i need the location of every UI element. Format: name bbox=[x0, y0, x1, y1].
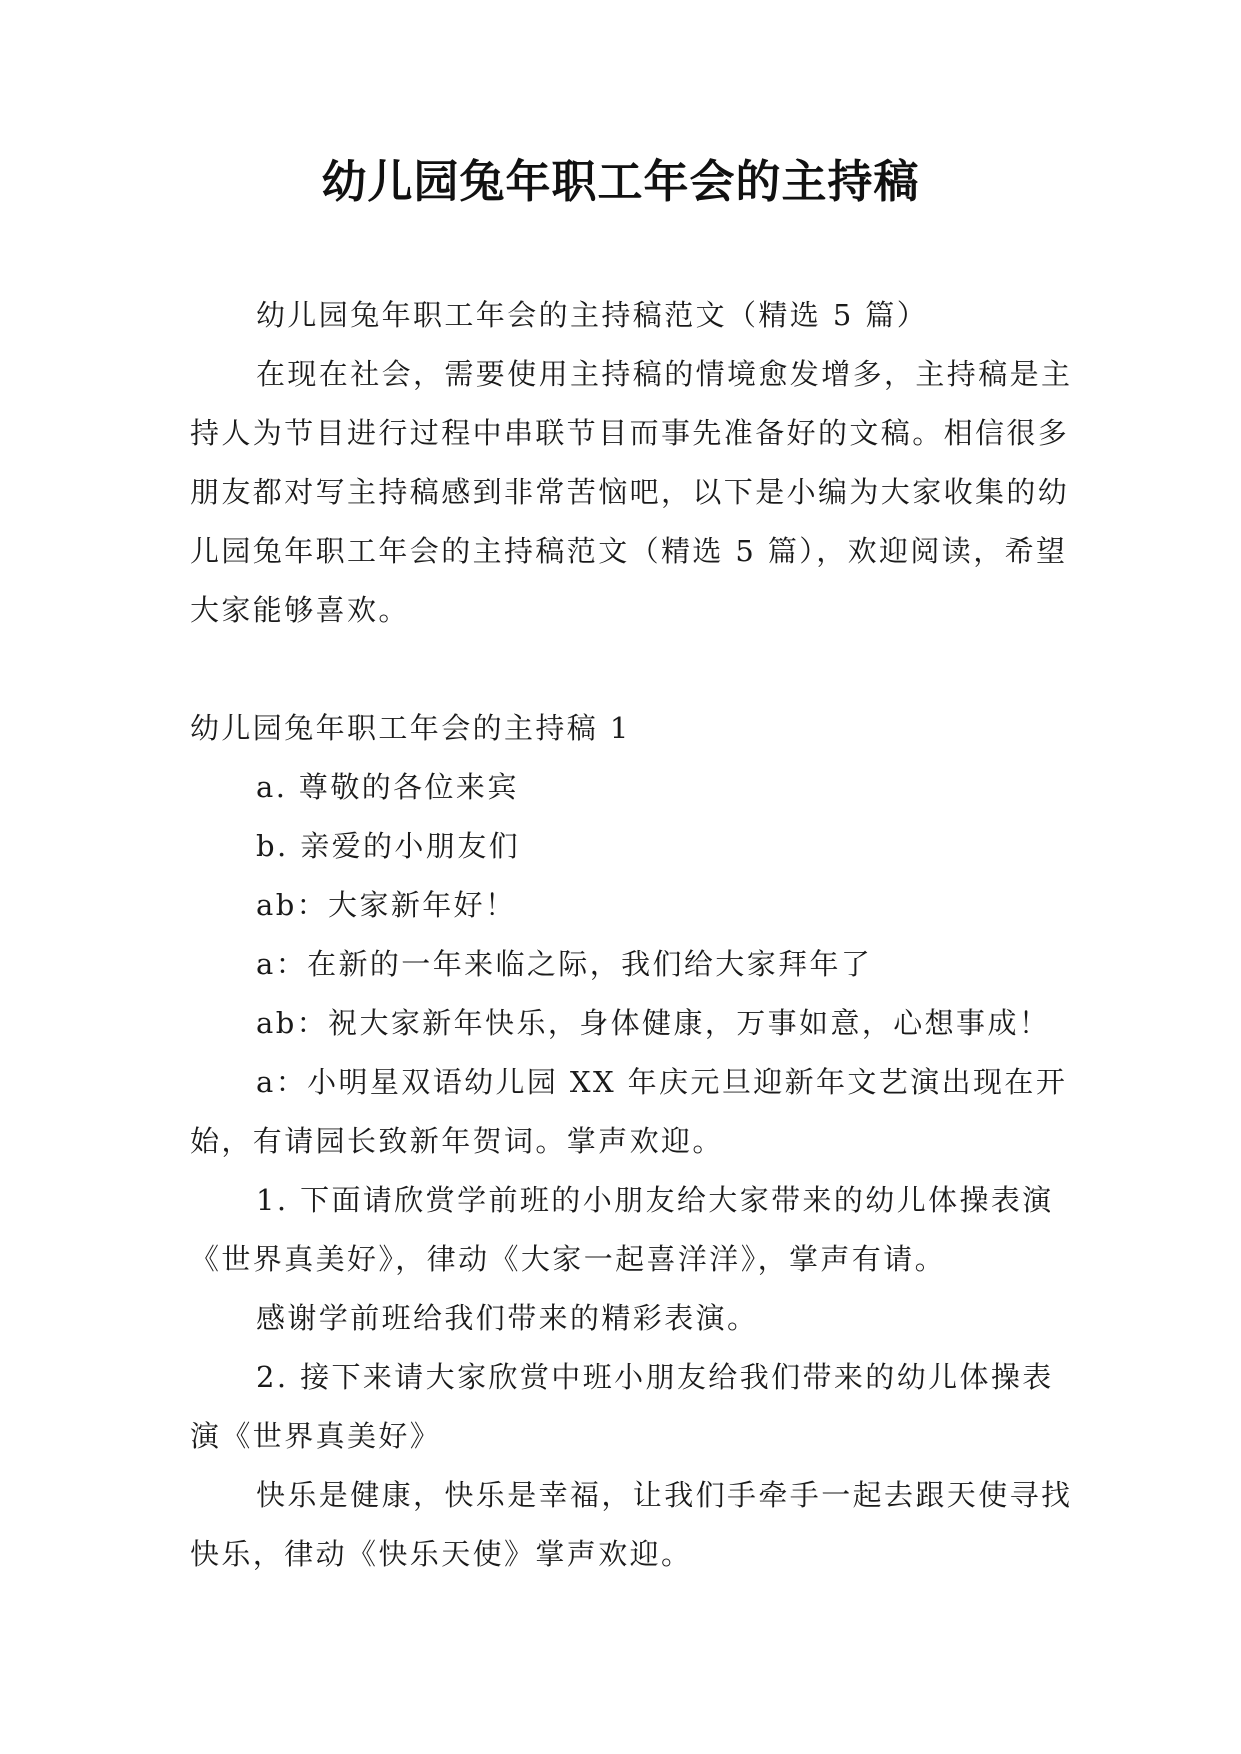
script-line: 感谢学前班给我们带来的精彩表演。 bbox=[256, 1301, 759, 1335]
intro-heading: 幼儿园兔年职工年会的主持稿范文（精选 5 篇） bbox=[256, 298, 929, 332]
script-line: ab：祝大家新年快乐，身体健康，万事如意，心想事成！ bbox=[256, 1006, 1051, 1040]
script-line: 2. 接下来请大家欣赏中班小朋友给我们带来的幼儿体操表演《世界真美好》 bbox=[190, 1360, 1054, 1453]
section-heading: 幼儿园兔年职工年会的主持稿 1 bbox=[190, 711, 631, 745]
script-line: b. 亲爱的小朋友们 bbox=[256, 829, 521, 863]
script-line: a. 尊敬的各位来宾 bbox=[256, 770, 519, 804]
document-body bbox=[190, 286, 1080, 1584]
intro-paragraph: 在现在社会，需要使用主持稿的情境愈发增多，主持稿是主持人为节目进行过程中串联节目而事先准备好的文稿。相信很多朋友都对写主持稿感到非常苦恼吧，以下是小编为大家收集的幼儿园兔年职工年会的主持稿范文（精选 5 篇），欢迎阅读，希望大家能够喜欢。 bbox=[190, 357, 1073, 627]
script-line: a：在新的一年来临之际，我们给大家拜年了 bbox=[256, 947, 873, 981]
script-line: 1. 下面请欣赏学前班的小朋友给大家带来的幼儿体操表演《世界真美好》，律动《大家一起喜洋洋》，掌声有请。 bbox=[190, 1183, 1054, 1276]
paragraph-gap bbox=[190, 640, 1080, 699]
script-line: 快乐是健康，快乐是幸福，让我们手牵手一起去跟天使寻找快乐，律动《快乐天使》掌声欢迎。 bbox=[190, 1478, 1073, 1571]
script-line: ab：大家新年好！ bbox=[256, 888, 517, 922]
script-line: a：小明星双语幼儿园 XX 年庆元旦迎新年文艺演出现在开始，有请园长致新年贺词。掌声欢迎。 bbox=[190, 1065, 1068, 1158]
document-title: 幼儿园兔年职工年会的主持稿 bbox=[321, 155, 920, 208]
